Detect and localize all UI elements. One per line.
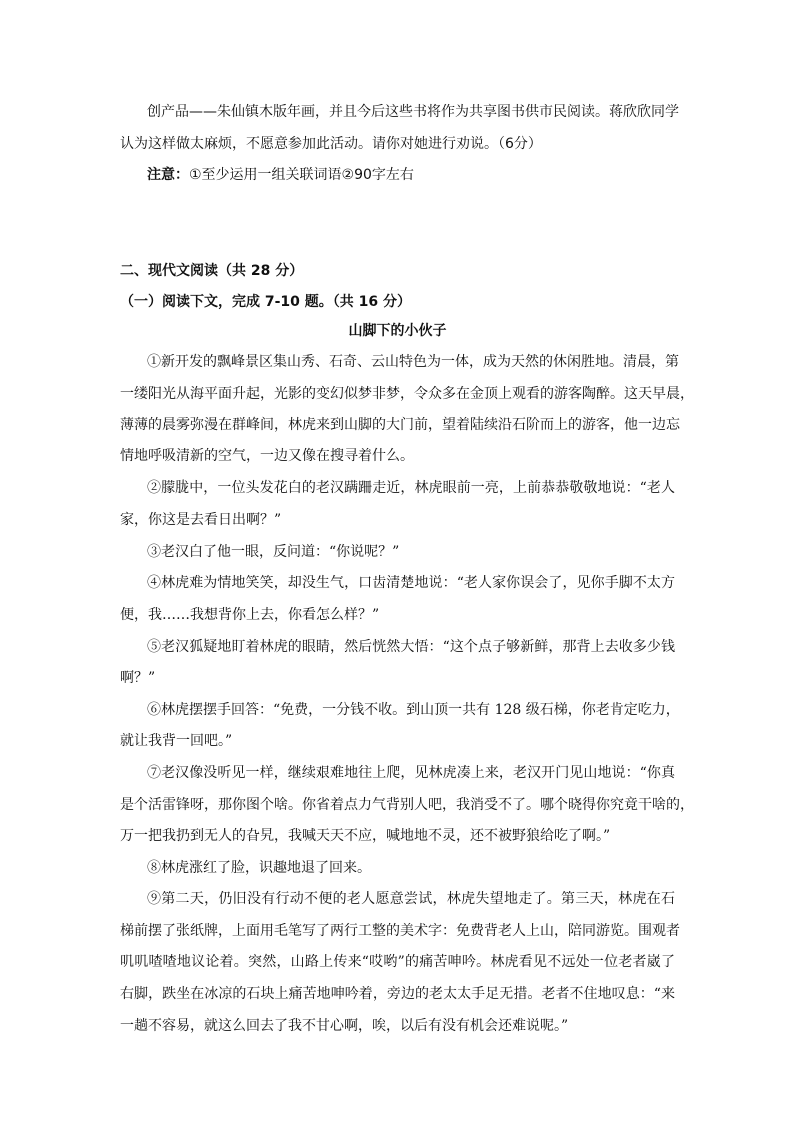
text-line: ⑧林虎涨红了脸，识趣地退了回来。 [147, 860, 371, 876]
text-line: 万一把我扔到无人的旮旯，我喊天天不应，喊地地不灵，还不被野狼给吃了啊。” [120, 828, 611, 844]
article-title: 山脚下的小伙子 [348, 323, 447, 339]
text-line: 一趟不容易，就这么回去了我不甘心啊，唉，以后有没有机会还难说呢。” [120, 1018, 569, 1034]
text-line: 情地呼吸清新的空气，一边又像在搜寻着什么。 [120, 448, 414, 464]
question-note [147, 165, 675, 185]
text-line: ③老汉白了他一眼，反问道：“你说呢？” [147, 544, 400, 560]
text-line: 家，你这是去看日出啊？” [120, 512, 282, 528]
text-line: 啊？” [120, 670, 156, 686]
section-subheading: （一）阅读下文，完成 7-10 题。（共 16 分） [120, 294, 412, 310]
question-line-2: 认为这样做太麻烦，不愿意参加此活动。请你对她进行劝说。（6分） [120, 136, 542, 152]
text-line: 就让我背一回吧。” [120, 733, 233, 749]
text-line: 便，我……我想背你上去，你看怎么样？” [120, 607, 380, 623]
text-line: ⑥林虎摆摆手回答：“免费，一分钱不收。到山顶一共有 128 级石梯，你老肯定吃力， [147, 702, 680, 718]
text-line: 右脚，跌坐在冰凉的石块上痛苦地呻吟着，旁边的老太太手足无措。老者不住地叹息：“来 [120, 986, 675, 1002]
text-line: 是个活雷锋呀，那你图个啥。你省着点力气背别人吧，我消受不了。哪个晓得你究竟干啥的， [120, 797, 694, 813]
text-line: ⑤老汉狐疑地盯着林虎的眼睛，然后恍然大悟：“这个点子够新鲜，那背上去收多少钱 [147, 639, 675, 655]
section-heading: 二、现代文阅读（共 28 分） [120, 263, 304, 279]
note-label: 注意： [147, 167, 189, 183]
note-text: ①至少运用一组关联词语②90字左右 [189, 167, 414, 183]
text-line: ②朦胧中，一位头发花白的老汉蹒跚走近，林虎眼前一亮，上前恭恭敬敬地说：“老人 [147, 480, 675, 496]
text-line: ④林虎难为情地笑笑，却没生气，口齿清楚地说：“老人家你误会了，见你手脚不太方 [147, 575, 675, 591]
text-line: ⑦老汉像没听见一样，继续艰难地往上爬，见林虎凑上来，老汉开门见山地说：“你真 [147, 765, 675, 781]
text-line: 薄薄的晨雾弥漫在群峰间，林虎来到山脚的大门前，望着陆续沿石阶而上的游客，他一边忘 [120, 417, 680, 433]
text-line: ⑨第二天，仍旧没有行动不便的老人愿意尝试，林虎失望地走了。第三天，林虎在石 [147, 891, 675, 907]
text-line: 一缕阳光从海平面升起，光影的变幻似梦非梦，令众多在金顶上观看的游客陶醉。这天早晨， [120, 386, 694, 402]
text-line: 叽叽喳喳地议论着。突然，山路上传来“哎哟”的痛苦呻吟。林虎看见不远处一位老者崴了 [120, 954, 675, 970]
text-line: 梯前摆了张纸牌，上面用毛笔写了两行工整的美术字：免费背老人上山，陪同游览。围观者 [120, 923, 680, 939]
question-line-1: 创产品——朱仙镇木版年画，并且今后这些书将作为共享图书供市民阅读。蒋欣欣同学 [147, 104, 679, 120]
text-line: ①新开发的飘峰景区集山秀、石奇、云山特色为一体，成为天然的休闲胜地。清晨，第 [147, 354, 679, 370]
